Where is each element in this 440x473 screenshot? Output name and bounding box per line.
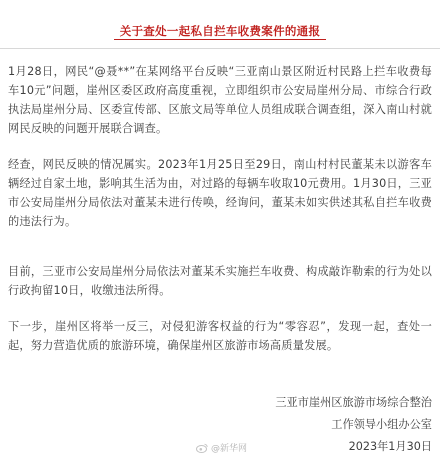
signature-office: 工作领导小组办公室 xyxy=(331,418,432,431)
divider xyxy=(0,48,440,49)
paragraph-next-steps: 下一步，崖州区将举一反三，对侵犯游客权益的行为“零容忍”，发现一起，查处一起，努力营造优质的旅游环境，确保崖州区旅游市场高质量发展。 xyxy=(8,320,432,352)
paragraph-investigation: 经查，网民反映的情况属实。2023年1月25日至29日，南山村村民董某未以游客车辆经过自家土地，影响其生活为由，对过路的每辆车收取10元费用。1月30日，三亚市公安局崖州分局依法对董某未进行传唤，经询问，董某未如实供述其私自拦车收费的违法行为。 xyxy=(8,158,432,228)
paragraph-report: 1月28日，网民“@聂**”在某网络平台反映“三亚南山景区附近村民路上拦车收费每车10元”问题，崖州区委区政府高度重视，立即组织市公安局崖州分局、市综合行政执法局崖州分局、区委宣传部、区旅文局等单位人员组成联合调查组，深入南山村就网民反映的问题开展联合调查。 xyxy=(8,65,432,135)
signature-organization: 三亚市崖州区旅游市场综合整治 xyxy=(275,396,432,409)
watermark-text: @新华网 xyxy=(211,444,248,454)
watermark xyxy=(196,441,247,454)
paragraph-penalty: 目前，三亚市公安局崖州分局依法对董某禾实施拦车收费、构成敲诈勒索的行为处以行政拘留10日，收缴违法所得。 xyxy=(8,265,432,297)
document-title: 关于查处一起私自拦车收费案件的通报 xyxy=(114,24,327,40)
weibo-icon xyxy=(196,443,208,453)
title-block xyxy=(0,20,440,40)
signature-date: 2023年1月30日 xyxy=(348,440,432,453)
